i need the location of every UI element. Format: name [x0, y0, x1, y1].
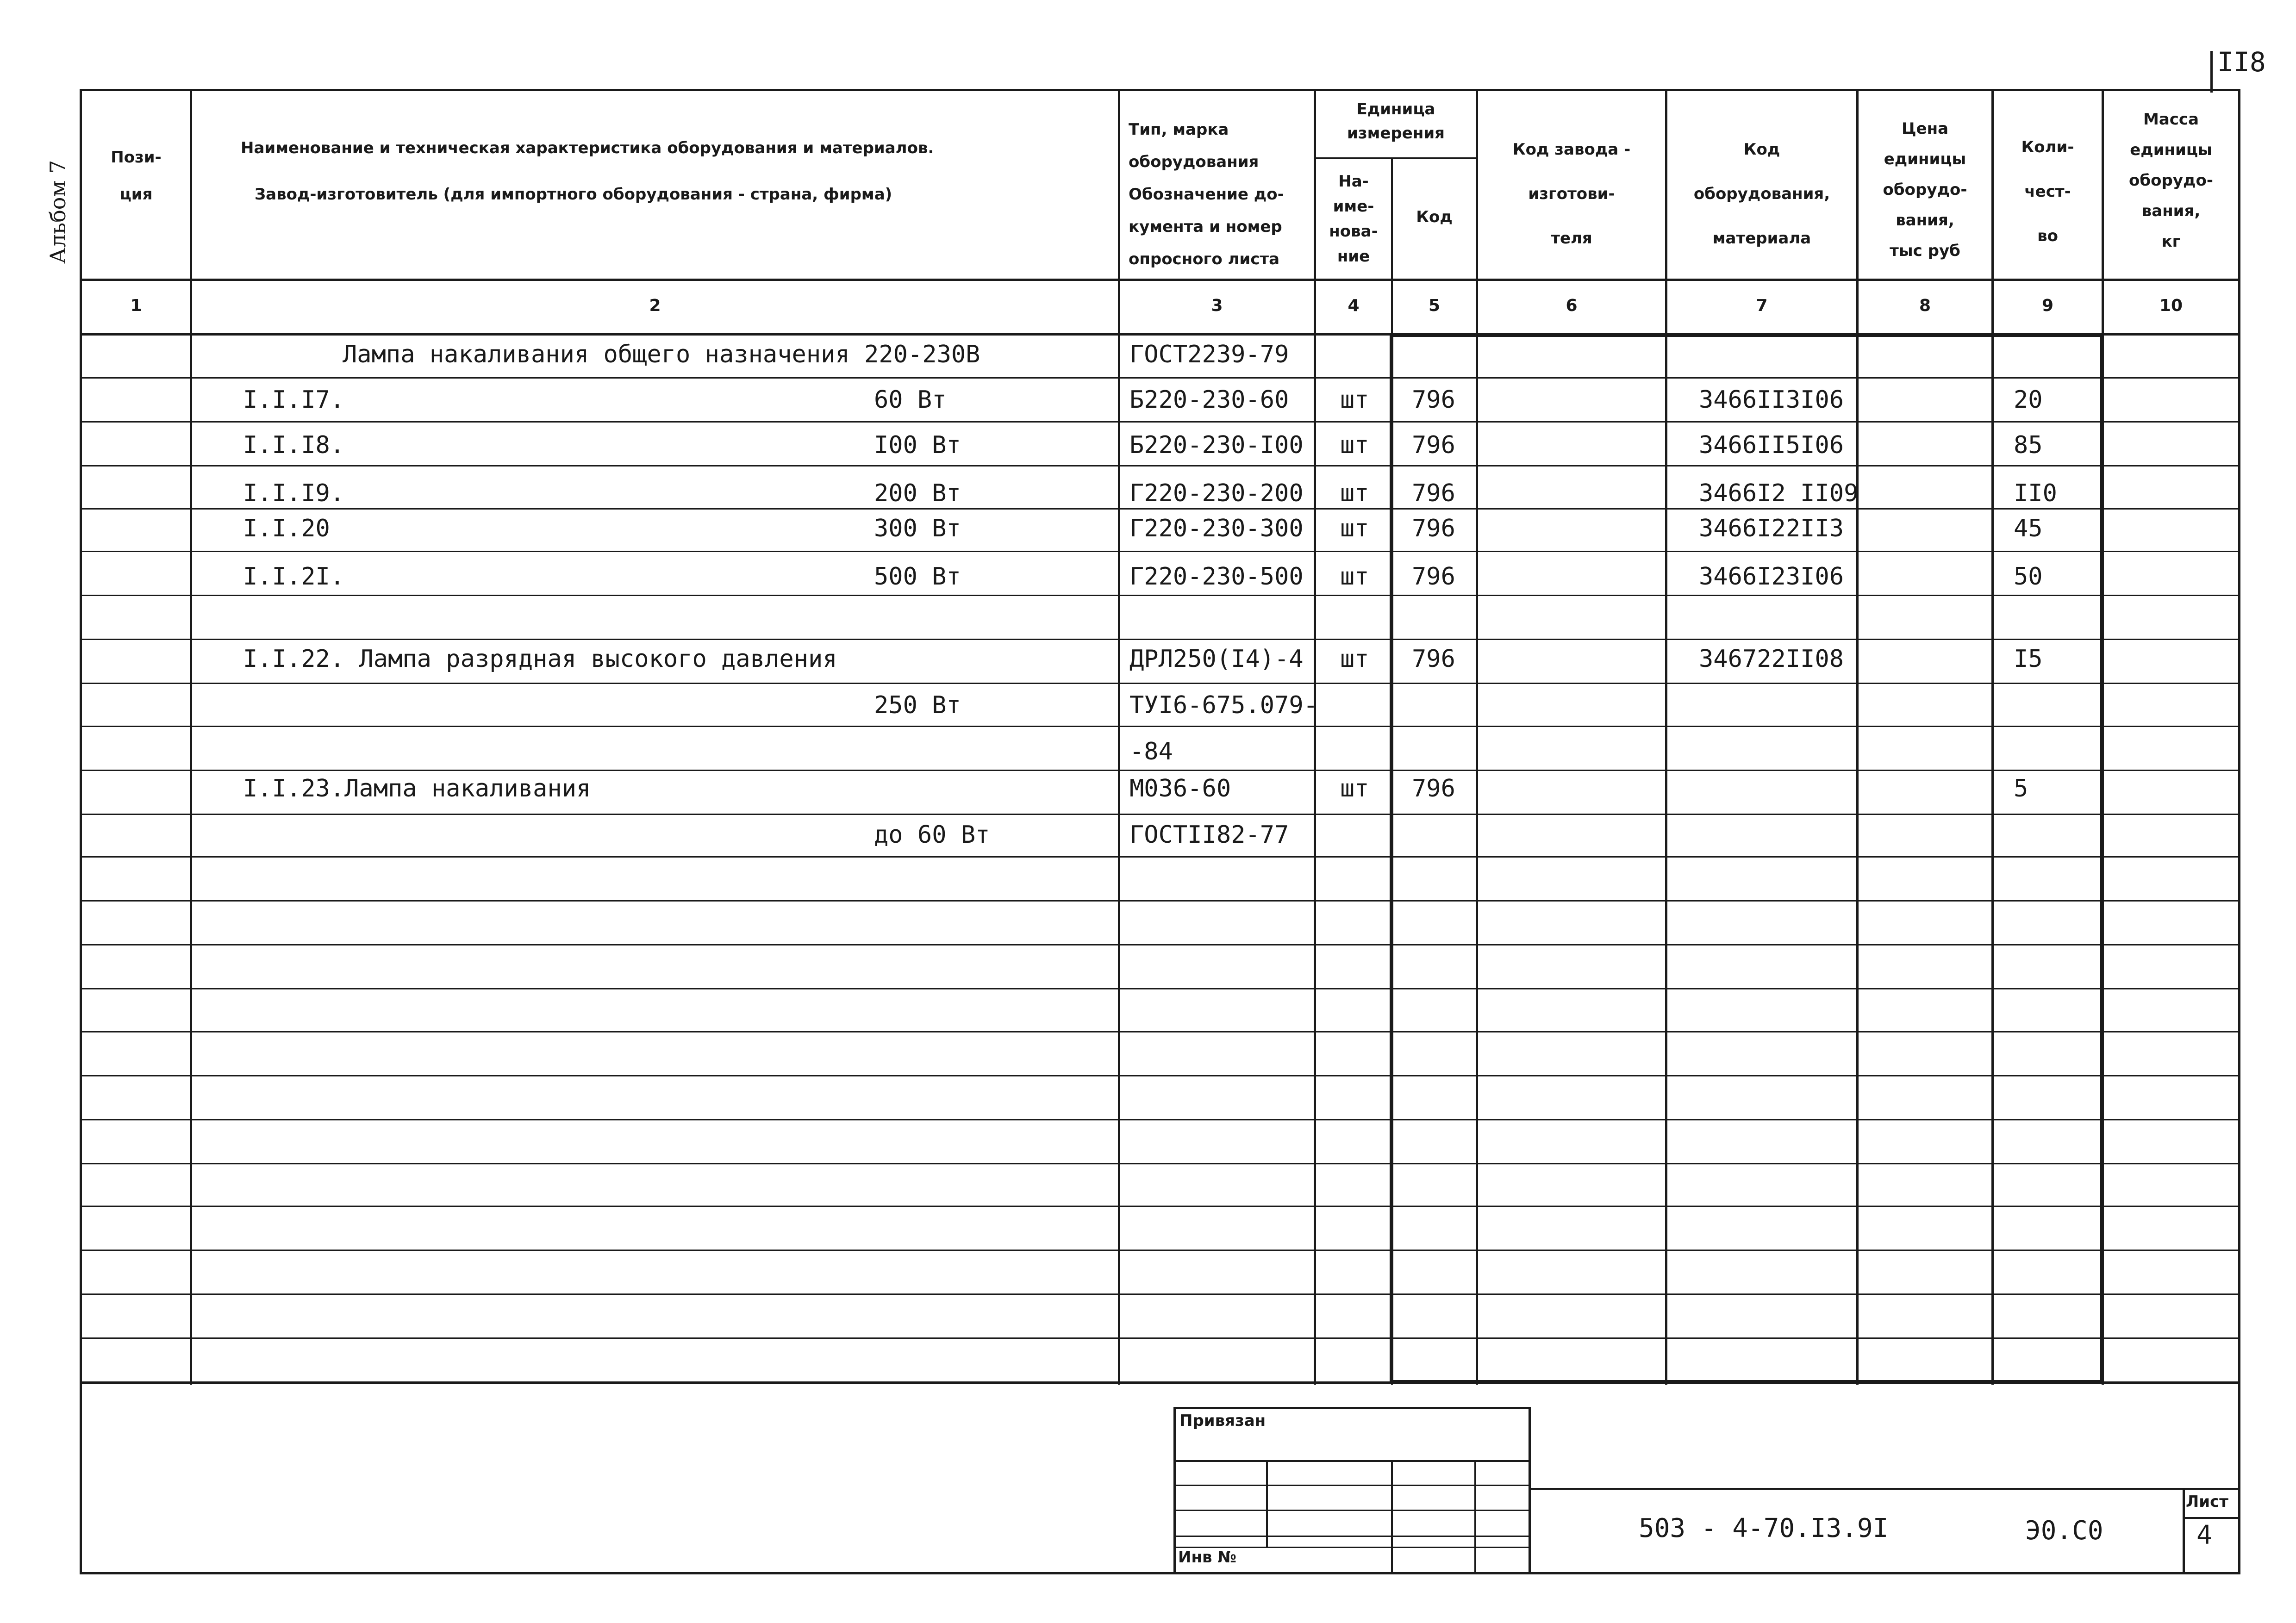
col-line-2	[1118, 89, 1120, 1385]
frame-left	[80, 89, 82, 1574]
row-name: I.I.22. Лампа разрядная высокого давления	[243, 645, 837, 673]
col-number: 8	[1919, 296, 1931, 315]
row-equip: 3466II3I06	[1699, 386, 1844, 414]
row-unit: шт	[1340, 563, 1369, 591]
row-line	[80, 1206, 2240, 1207]
col-number: 7	[1756, 296, 1768, 315]
row-qty: 85	[2014, 431, 2043, 459]
box-top	[1391, 333, 2104, 337]
header-position: Пози- ция	[111, 148, 162, 204]
row-qty: II0	[2014, 479, 2057, 507]
row-line	[80, 421, 2240, 423]
row-line	[80, 770, 2240, 771]
row-qty: 20	[2014, 386, 2043, 414]
row-unit: шт	[1340, 431, 1369, 459]
col-line-3	[1314, 89, 1316, 1385]
col-line-8	[1991, 89, 1994, 1385]
row-line	[80, 1250, 2240, 1251]
row-line	[80, 1293, 2240, 1295]
header-quantity: Коли- чест- во	[2021, 138, 2074, 245]
document-code: 503 - 4-70.I3.9I	[1639, 1513, 1889, 1543]
row-code: 796	[1412, 775, 1455, 802]
table-bottom	[80, 1381, 2240, 1384]
header-bottom	[80, 279, 2240, 281]
box-right	[2100, 333, 2104, 1384]
row-line	[80, 1031, 2240, 1032]
row-power: 300 Вт	[874, 515, 961, 542]
row-unit: шт	[1340, 515, 1369, 542]
row-type: Г220-230-500	[1129, 563, 1304, 591]
row-line	[80, 639, 2240, 640]
col-line-6	[1665, 89, 1667, 1385]
row-power: 60 Вт	[874, 386, 947, 414]
row-type: Б220-230-I00	[1129, 431, 1304, 459]
stamp-attached-top	[1173, 1407, 1530, 1409]
header-type: Тип, марка оборудования Обозначение до- кумента и номер опросного листа	[1129, 120, 1284, 268]
row-type: Г220-230-200	[1129, 479, 1304, 507]
row-unit: шт	[1340, 479, 1369, 507]
sheet-label: Лист	[2186, 1492, 2228, 1511]
row-equip: 3466I22II3	[1699, 515, 1844, 542]
row-code: 796	[1412, 515, 1455, 542]
stamp-inv-label: Инв №	[1178, 1548, 1237, 1567]
row-equip: 3466I2 II09	[1699, 479, 1859, 507]
row-name: Лампа накаливания общего назначения 220-230В	[343, 341, 980, 368]
row-line	[80, 465, 2240, 466]
row-line	[80, 1337, 2240, 1339]
col-number: 10	[2159, 296, 2183, 315]
row-name: I.I.I8.	[243, 431, 345, 459]
stamp-attached-label: Привязан	[1179, 1412, 1266, 1430]
header-name-line1: Наименование и техническая характеристика оборудования и материалов.	[241, 139, 934, 157]
sheet-box-left	[2183, 1488, 2185, 1573]
header-mass: Масса единицы оборудо- вания, кг	[2129, 110, 2213, 251]
stamp-line	[1173, 1485, 1530, 1486]
row-code: 796	[1412, 479, 1455, 507]
row-qty: 45	[2014, 515, 2043, 542]
row-equip: 3466II5I06	[1699, 431, 1844, 459]
col-number: 4	[1348, 296, 1360, 315]
header-unit-code: Код	[1416, 208, 1453, 226]
row-line	[80, 377, 2240, 379]
row-power: I00 Вт	[874, 431, 961, 459]
header-unit-name: На- име- нова- ние	[1329, 172, 1378, 266]
row-line	[80, 1119, 2240, 1120]
header-unit-group: Единица измерения	[1347, 100, 1445, 143]
row-line	[80, 988, 2240, 989]
row-type: М036-60	[1129, 775, 1231, 802]
row-line	[80, 900, 2240, 902]
col-number: 5	[1428, 296, 1441, 315]
stamp-line	[1173, 1510, 1530, 1511]
stamp-vline	[1391, 1460, 1393, 1573]
row-code: 796	[1412, 645, 1455, 673]
col-line-5	[1476, 89, 1478, 1385]
col-number: 9	[2041, 296, 2054, 315]
stamp-attached-right	[1529, 1407, 1531, 1573]
col-number: 6	[1566, 296, 1578, 315]
sheet-number: 4	[2196, 1520, 2212, 1550]
row-unit: шт	[1340, 645, 1369, 673]
header-name-line2: Завод-изготовитель (для импортного оборудования - страна, фирма)	[255, 185, 892, 204]
album-label: Альбом 7	[45, 160, 70, 264]
row-line	[80, 1075, 2240, 1076]
frame-top	[80, 89, 2240, 91]
row-line	[80, 1163, 2240, 1164]
row-type: Б220-230-60	[1129, 386, 1289, 414]
box-left	[1390, 333, 1393, 1384]
row-code: 796	[1412, 386, 1455, 414]
row-name: I.I.I9.	[243, 479, 345, 507]
row-line	[80, 856, 2240, 858]
frame-right	[2238, 89, 2240, 1574]
row-type: ГОСТ2239-79	[1129, 341, 1289, 368]
sheet-box-divider	[2183, 1517, 2240, 1519]
row-qty: 5	[2014, 775, 2028, 802]
row-line	[80, 683, 2240, 684]
title-block-top	[1530, 1488, 2240, 1490]
row-line	[80, 508, 2240, 510]
row-equip: 3466I23I06	[1699, 563, 1844, 591]
row-line	[80, 944, 2240, 945]
frame-bottom	[80, 1572, 2240, 1574]
row-type: ГОСТII82-77	[1129, 821, 1289, 849]
row-equip: 346722II08	[1699, 645, 1844, 673]
row-power: 250 Вт	[874, 691, 961, 719]
row-power: до 60 Вт	[874, 821, 990, 849]
row-line	[80, 814, 2240, 815]
row-name: I.I.23.Лампа накаливания	[243, 775, 591, 802]
row-power: 500 Вт	[874, 563, 961, 591]
stamp-line	[1173, 1460, 1530, 1462]
row-code: 796	[1412, 431, 1455, 459]
row-line	[80, 595, 2240, 596]
row-power: 200 Вт	[874, 479, 961, 507]
row-type: ТУI6-675.079-	[1129, 691, 1318, 719]
row-line	[80, 726, 2240, 727]
row-name: I.I.2I.	[243, 563, 345, 591]
row-type: Г220-230-300	[1129, 515, 1304, 542]
col-number: 3	[1211, 296, 1223, 315]
header-plant-code: Код завода - изготови- теля	[1512, 140, 1631, 248]
row-type: -84	[1129, 738, 1173, 765]
stamp-line	[1173, 1536, 1530, 1537]
col-line-7	[1856, 89, 1859, 1385]
row-name: I.I.I7.	[243, 386, 345, 414]
unit-group-divider	[1314, 157, 1478, 159]
stamp-vline	[1266, 1460, 1268, 1548]
col-number: 1	[130, 296, 142, 315]
header-price: Цена единицы оборудо- вания, тыс руб	[1883, 119, 1967, 260]
row-name: I.I.20	[243, 515, 330, 542]
row-code: 796	[1412, 563, 1455, 591]
page-number-divider	[2210, 51, 2213, 93]
col-number: 2	[649, 296, 661, 315]
row-unit: шт	[1340, 775, 1369, 802]
page-number: II8	[2217, 46, 2266, 78]
row-qty: 50	[2014, 563, 2043, 591]
header-equip-code: Код оборудования, материала	[1693, 140, 1830, 248]
row-type: ДРЛ250(I4)-4	[1129, 645, 1304, 673]
document-suffix: Э0.С0	[2025, 1516, 2103, 1546]
row-unit: шт	[1340, 386, 1369, 414]
row-qty: I5	[2014, 645, 2043, 673]
stamp-attached-left	[1173, 1407, 1176, 1573]
col-line-1	[190, 89, 192, 1385]
row-line	[80, 551, 2240, 552]
stamp-vline	[1474, 1460, 1476, 1573]
